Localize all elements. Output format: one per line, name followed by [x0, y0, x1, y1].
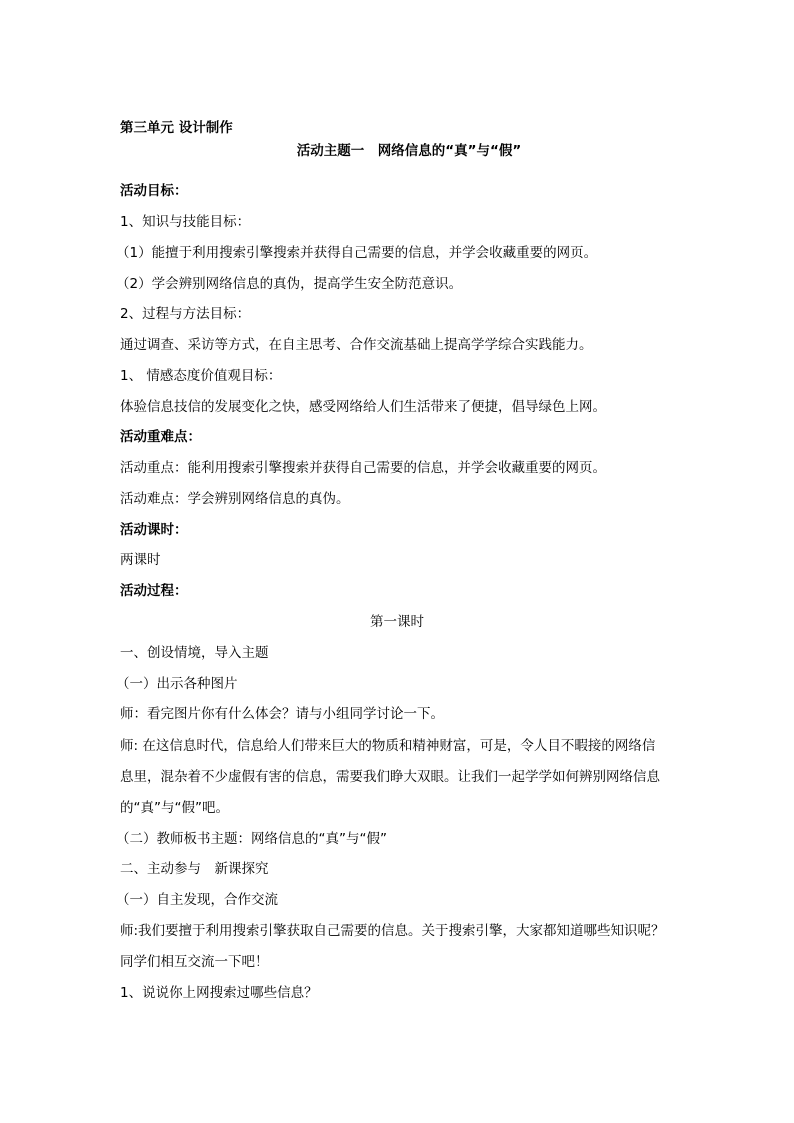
section-heading-goals: 活动目标： — [120, 183, 188, 199]
teacher-line-3b: 同学们相互交流一下吧！ — [120, 954, 269, 970]
section-heading-keypoints: 活动重难点： — [120, 429, 201, 445]
goal-knowledge-item-2: （2）学会辨别网络信息的真伪，提高学生安全防范意识。 — [116, 276, 463, 292]
unit-title: 第三单元 设计制作 — [120, 120, 233, 136]
hours-text: 两课时 — [120, 552, 161, 568]
teacher-line-1: 师：看完图片你有什么体会？请与小组同学讨论一下。 — [120, 706, 444, 722]
step-two-heading: 二、主动参与 新课探究 — [120, 861, 269, 877]
teacher-line-2c: 的“真”与“假”吧。 — [120, 800, 229, 816]
keypoint-focus: 活动重点：能利用搜索引擎搜索并获得自己需要的信息，并学会收藏重要的网页。 — [120, 460, 606, 476]
goal-process-text: 通过调查、采访等方式，在自主思考、合作交流基础上提高学学综合实践能力。 — [120, 337, 593, 353]
goal-knowledge-item-1: （1）能擅于利用搜索引擎搜索并获得自己需要的信息，并学会收藏重要的网页。 — [116, 245, 598, 261]
keypoint-difficulty: 活动难点：学会辨别网络信息的真伪。 — [120, 491, 350, 507]
step-two-sub-1: （一）自主发现，合作交流 — [116, 892, 278, 908]
teacher-line-2a: 师: 在这信息时代，信息给人们带来巨大的物质和精神财富，可是，令人目不暇接的网络信 — [120, 738, 656, 754]
section-heading-process: 活动过程： — [120, 583, 188, 599]
question-1: 1、说说你上网搜索过哪些信息？ — [120, 985, 318, 1001]
step-one-heading: 一、创设情境，导入主题 — [120, 645, 269, 661]
lesson-one-title: 第一课时 — [370, 614, 424, 630]
goal-attitude-heading: 1、 情感态度价值观目标： — [120, 368, 282, 384]
step-one-sub-1: （一）出示各种图片 — [116, 676, 238, 692]
section-heading-hours: 活动课时： — [120, 522, 188, 538]
goal-process-heading: 2、过程与方法目标： — [120, 306, 251, 322]
goal-knowledge-heading: 1、知识与技能目标： — [120, 214, 251, 230]
goal-attitude-text: 体验信息技信的发展变化之快，感受网络给人们生活带来了便捷，倡导绿色上网。 — [120, 399, 606, 415]
step-one-sub-2: （二）教师板书主题：网络信息的“真”与“假” — [116, 831, 387, 847]
teacher-line-3a: 师:我们要擅于利用搜索引擎获取自己需要的信息。关于搜索引擎，大家都知道哪些知识呢？ — [120, 923, 665, 939]
activity-title: 活动主题一 网络信息的“真”与“假” — [296, 143, 522, 159]
teacher-line-2b: 息里，混杂着不少虚假有害的信息，需要我们睁大双眼。让我们一起学学如何辨别网络信息 — [120, 769, 660, 785]
